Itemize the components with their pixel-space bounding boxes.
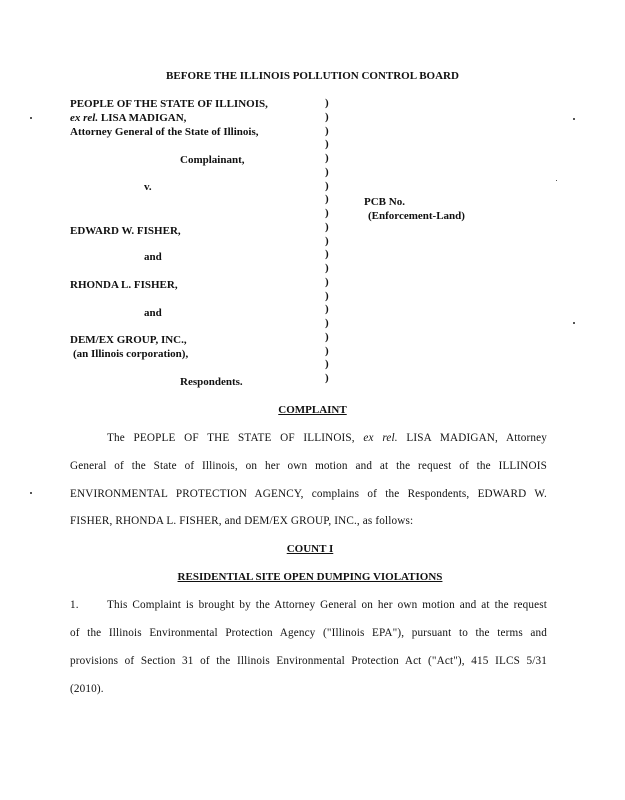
- paren: ): [325, 234, 329, 247]
- caption-parenthesis-column: [325, 97, 329, 386]
- paren: ): [325, 289, 329, 302]
- paren: ): [325, 152, 329, 164]
- paren: ): [325, 110, 329, 123]
- count-subheading: RESIDENTIAL SITE OPEN DUMPING VIOLATIONS: [177, 571, 443, 583]
- paren: ): [325, 138, 329, 151]
- para1-line-4: (2010).: [70, 683, 104, 695]
- enforcement-label: (Enforcement-Land): [368, 210, 465, 222]
- scan-speck: [556, 180, 557, 181]
- paren: ): [325, 344, 329, 357]
- scan-speck: [30, 117, 32, 119]
- count-heading: COUNT I: [286, 543, 334, 555]
- paren: ): [325, 165, 329, 178]
- paren: ): [325, 317, 329, 329]
- scan-speck: [573, 118, 575, 120]
- defendant-demex-desc: (an Illinois corporation),: [73, 348, 189, 360]
- paren: ): [325, 207, 329, 219]
- plaintiff-name: PEOPLE OF THE STATE OF ILLINOIS,: [70, 98, 268, 110]
- paren: ): [325, 193, 329, 206]
- scan-speck: [30, 492, 32, 494]
- and-label-1: and: [144, 251, 162, 263]
- paren: ): [325, 220, 329, 233]
- para1-line-3: provisions of Section 31 of the Illinois Environmental Protection Act ("Act"), 415 ILCS 5/31: [70, 655, 547, 667]
- paren: ): [325, 275, 329, 288]
- paren: ): [325, 372, 329, 384]
- paren: ): [325, 262, 329, 274]
- paren: ): [325, 303, 329, 316]
- paren: ): [325, 179, 329, 192]
- plaintiff-relator: LISA MADIGAN,: [98, 112, 187, 124]
- paragraph-number: 1.: [70, 599, 79, 611]
- paren: ): [325, 248, 329, 261]
- pcb-number-label: PCB No.: [364, 196, 405, 208]
- versus-label: v.: [144, 181, 152, 193]
- complainant-label: Complainant,: [180, 154, 245, 166]
- para1-line-2: of the Illinois Environmental Protection Agency ("Illinois EPA"), pursuant to the terms and: [70, 627, 547, 639]
- paren: ): [325, 124, 329, 137]
- respondents-label: Respondents.: [180, 376, 243, 388]
- para1-line-1: This Complaint is brought by the Attorney General on her own motion and at the request: [107, 599, 547, 611]
- intro-line-2: General of the State of Illinois, on her own motion and at the request of the ILLINOIS: [70, 460, 547, 472]
- intro-line-1-end: LISA MADIGAN, Attorney: [397, 432, 547, 444]
- plaintiff-exrel-line: [70, 112, 186, 125]
- exrel-text: ex rel.: [70, 112, 99, 124]
- and-label-2: and: [144, 307, 162, 319]
- plaintiff-title: Attorney General of the State of Illinois,: [70, 126, 259, 138]
- intro-line-4: FISHER, RHONDA L. FISHER, and DEM/EX GROUP, INC., as follows:: [70, 515, 414, 527]
- complaint-heading: COMPLAINT: [278, 404, 347, 416]
- intro-exrel: ex rel.: [363, 432, 398, 444]
- scan-speck: [573, 322, 575, 324]
- defendant-edward: EDWARD W. FISHER,: [70, 225, 181, 237]
- board-title: BEFORE THE ILLINOIS POLLUTION CONTROL BOARD: [166, 70, 459, 82]
- defendant-demex: DEM/EX GROUP, INC.,: [70, 334, 187, 346]
- paren: ): [325, 358, 329, 371]
- intro-line-1: [107, 432, 547, 444]
- paren: ): [325, 97, 329, 109]
- paren: ): [325, 330, 329, 343]
- intro-line-1-start: The PEOPLE OF THE STATE OF ILLINOIS,: [107, 432, 364, 444]
- intro-line-3: ENVIRONMENTAL PROTECTION AGENCY, complains of the Respondents, EDWARD W.: [70, 488, 547, 500]
- defendant-rhonda: RHONDA L. FISHER,: [70, 279, 178, 291]
